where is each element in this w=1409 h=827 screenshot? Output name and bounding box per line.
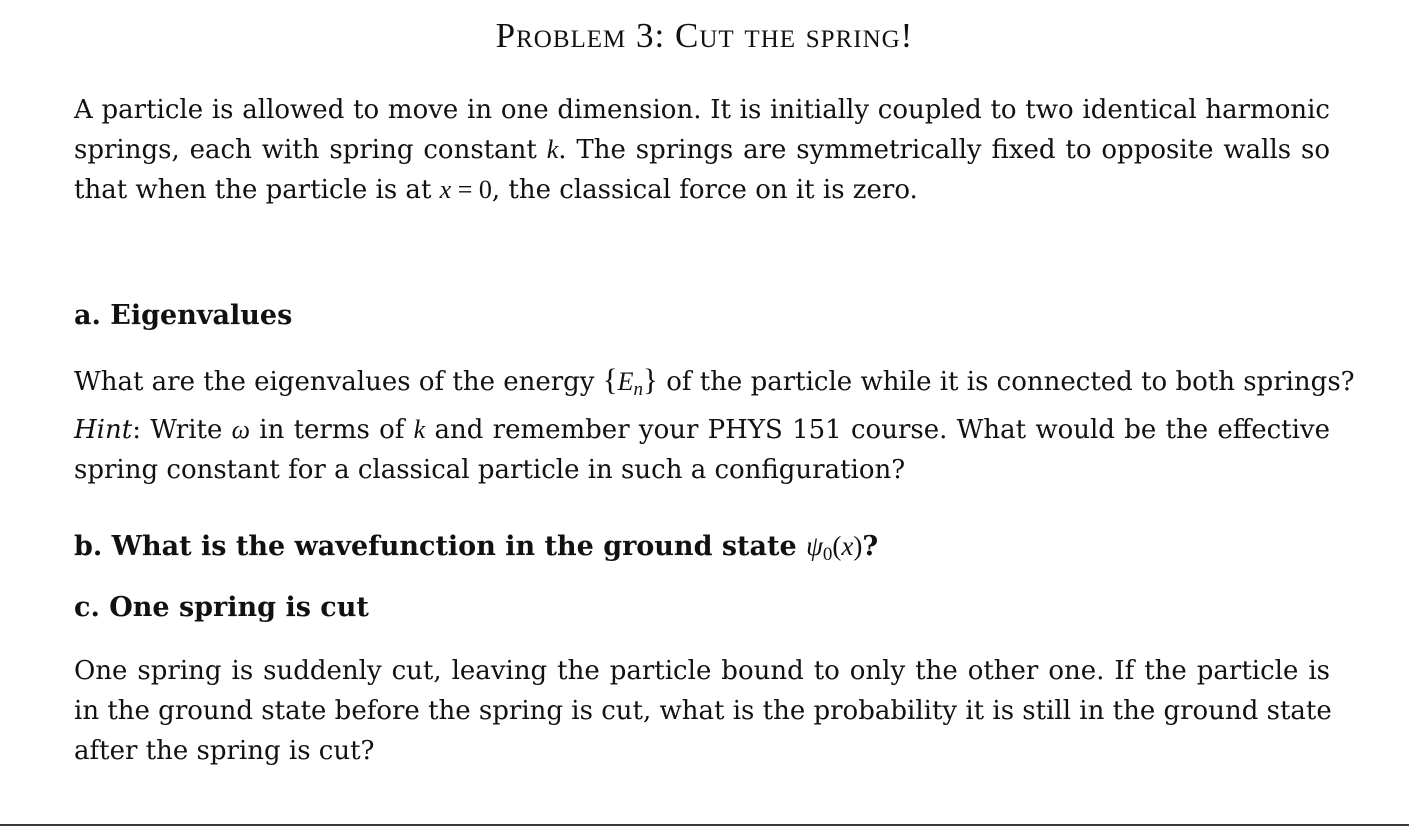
part-b-heading-text: b. What is the wavefunction in the ground state (74, 531, 807, 562)
intro-line-1: A particle is allowed to move in one dimension. It is initially coupled to two identical harmonic (74, 95, 1330, 125)
part-b-question-mark: ? (862, 531, 879, 562)
intro-line-3-text-start: that when the particle is at (74, 175, 440, 205)
set-close-brace: } (643, 362, 658, 397)
part-c-paragraph (74, 651, 1330, 771)
part-a-line-1-text-start: What are the eigenvalues of the energy (74, 367, 603, 397)
part-b-heading (74, 526, 1330, 575)
intro-line-3 (74, 170, 1330, 210)
intro-line-2-text-start: springs, each with spring constant (74, 135, 547, 165)
part-c-line-2: in the ground state before the spring is cut, what is the probability it is still in the ground state (74, 696, 1332, 726)
hint-spring-constant-symbol: k (413, 415, 426, 444)
set-open-brace: { (602, 362, 618, 397)
psi-subscript: 0 (822, 544, 833, 565)
position-symbol: x (439, 175, 452, 204)
spring-constant-symbol: k (546, 135, 559, 164)
argument-open-paren: ( (832, 531, 842, 561)
part-c-line-1: One spring is suddenly cut, leaving the particle bound to only the other one. If the particle is (74, 656, 1330, 686)
position-equals-zero: = 0 (451, 175, 492, 204)
intro-paragraph (74, 90, 1330, 210)
intro-line-2 (74, 130, 1330, 170)
part-c-line-3: after the spring is cut? (74, 736, 375, 766)
hint-text-start: : Write (132, 415, 232, 445)
argument-close-paren: ) (853, 531, 863, 561)
part-a-line-2 (74, 410, 1330, 450)
part-a-line-1 (74, 360, 1355, 410)
energy-symbol: E (617, 367, 634, 396)
intro-line-2-text-end: . The springs are symmetrically fixed to opposite walls so (558, 135, 1330, 165)
bottom-divider (0, 824, 1409, 826)
omega-symbol: ω (231, 415, 250, 444)
hint-text-middle: in terms of (249, 415, 414, 445)
problem-title: Problem 3: Cut the spring! (495, 16, 914, 55)
hint-text-end: and remember your PHYS 151 course. What would be the effective (425, 415, 1330, 445)
part-a-heading: a. Eigenvalues (74, 300, 293, 331)
hint-label: Hint (74, 415, 133, 445)
part-a-paragraph (74, 360, 1355, 490)
intro-line-3-text-end: , the classical force on it is zero. (491, 175, 918, 205)
part-a-line-1-text-end: of the particle while it is connected to both springs? (657, 367, 1355, 397)
psi-symbol: ψ (806, 531, 823, 561)
part-c-heading: c. One spring is cut (74, 592, 369, 623)
argument-variable: x (841, 531, 854, 561)
energy-index-subscript: n (633, 379, 644, 400)
part-a-line-3: spring constant for a classical particle in such a configuration? (74, 455, 906, 485)
